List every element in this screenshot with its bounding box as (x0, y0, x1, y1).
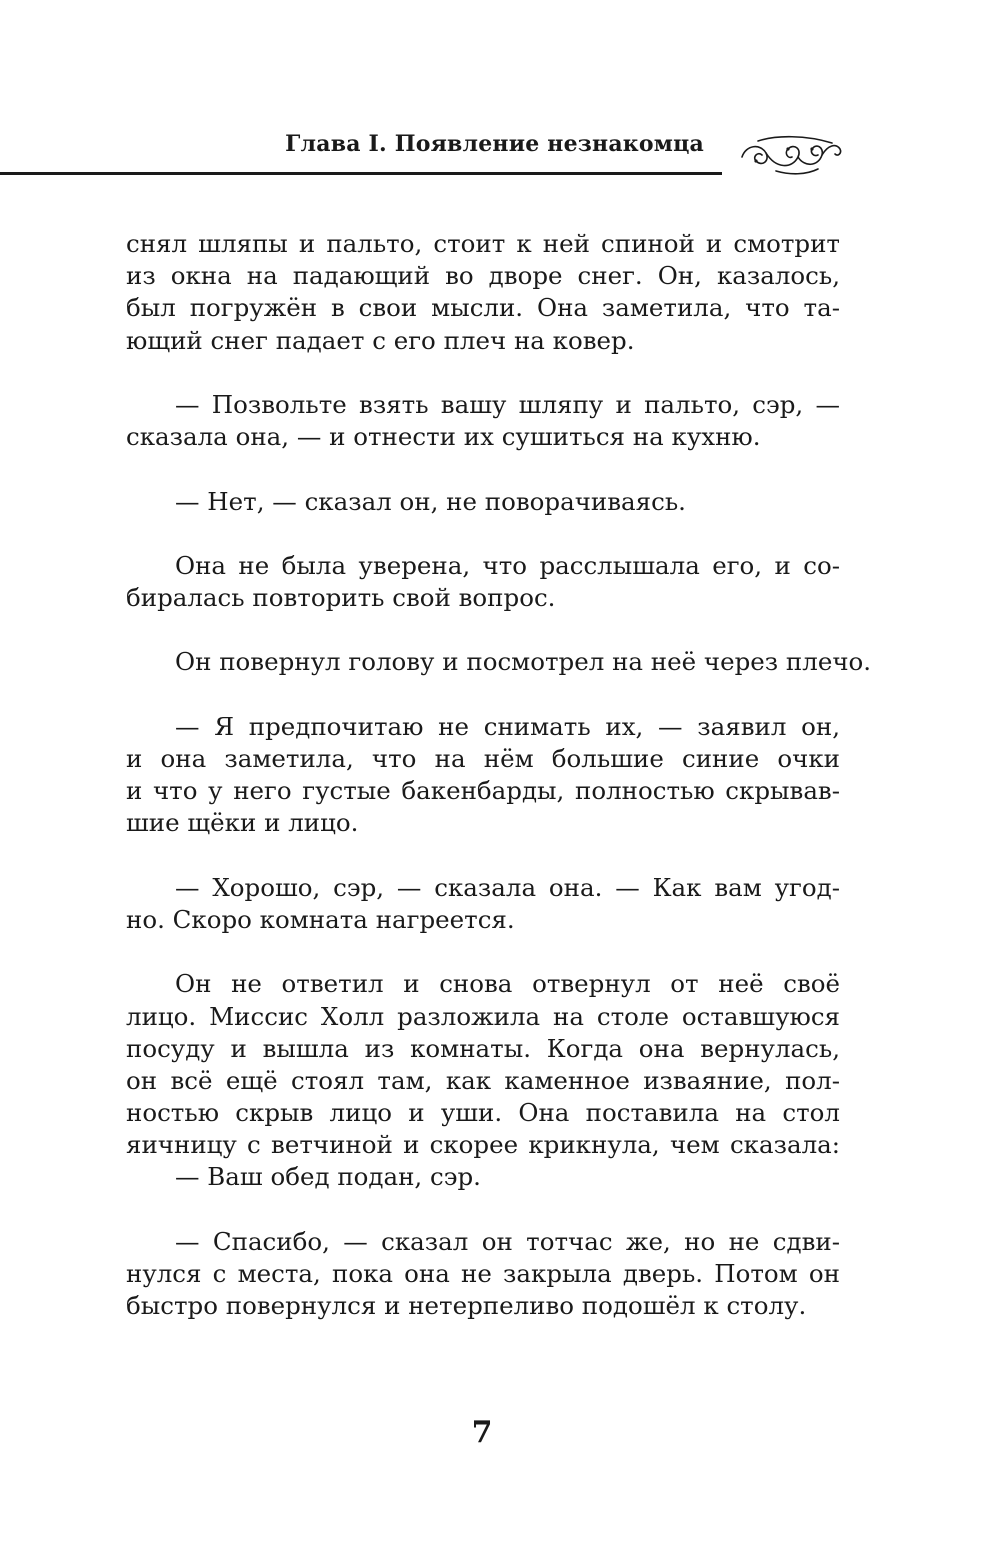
text-line: из окна на падающий во дворе снег. Он, казалось, (126, 261, 840, 291)
text-line: Она не была уверена, что расслышала его, и со- (175, 550, 840, 580)
flourish-ornament-icon (736, 131, 844, 177)
text-line: — Я предпочитаю не снимать их, — заявил он, (175, 711, 840, 741)
text-line: посуду и вышла из комнаты. Когда она вернулась, (126, 1033, 840, 1063)
text-line: был погружён в свои мысли. Она заметила, что та- (126, 293, 840, 323)
text-line: яичницу с ветчиной и скорее крикнула, чем сказала: (126, 1130, 840, 1160)
text-line: Он повернул голову и посмотрел на неё через плечо. (175, 647, 872, 677)
text-line: биралась повторить свой вопрос. (126, 583, 556, 613)
text-line: Он не ответил и снова отвернул от неё своё (175, 969, 840, 999)
page-number: 7 (471, 1415, 493, 1450)
text-line: быстро повернулся и нетерпеливо подошёл к столу. (126, 1291, 807, 1321)
running-header-title: Глава I. Появление незнакомца (285, 131, 704, 157)
text-line: лицо. Миссис Холл разложила на столе оставшуюся (126, 1001, 840, 1031)
body-text (126, 228, 872, 1322)
header-rule (0, 172, 722, 175)
text-line: но. Скоро комната нагреется. (126, 904, 515, 934)
text-line: нулся с места, пока она не закрыла дверь. Потом он (126, 1259, 840, 1288)
text-line: сказала она, — и отнести их сушиться на кухню. (126, 422, 761, 452)
text-line: он всё ещё стоял там, как каменное изваяние, пол- (126, 1065, 840, 1095)
text-line: шие щёки и лицо. (126, 808, 359, 838)
text-line: ностью скрыв лицо и уши. Она поставила на стол (126, 1098, 840, 1128)
text-line: — Позвольте взять вашу шляпу и пальто, сэр, — (175, 389, 840, 419)
text-line: и что у него густые бакенбарды, полностью скрывав- (126, 776, 840, 806)
text-line: — Хорошо, сэр, — сказала она. — Как вам угод- (175, 872, 840, 902)
text-line: — Спасибо, — сказал он тотчас же, но не сдви- (175, 1226, 840, 1256)
text-line: ющий снег падает с его плеч на ковер. (126, 325, 635, 355)
text-line: снял шляпы и пальто, стоит к ней спиной и смотрит (126, 229, 840, 258)
text-line: — Нет, — сказал он, не поворачиваясь. (175, 486, 686, 516)
text-line: — Ваш обед подан, сэр. (175, 1162, 481, 1192)
text-line: и она заметила, что на нём большие синие очки (126, 744, 840, 773)
